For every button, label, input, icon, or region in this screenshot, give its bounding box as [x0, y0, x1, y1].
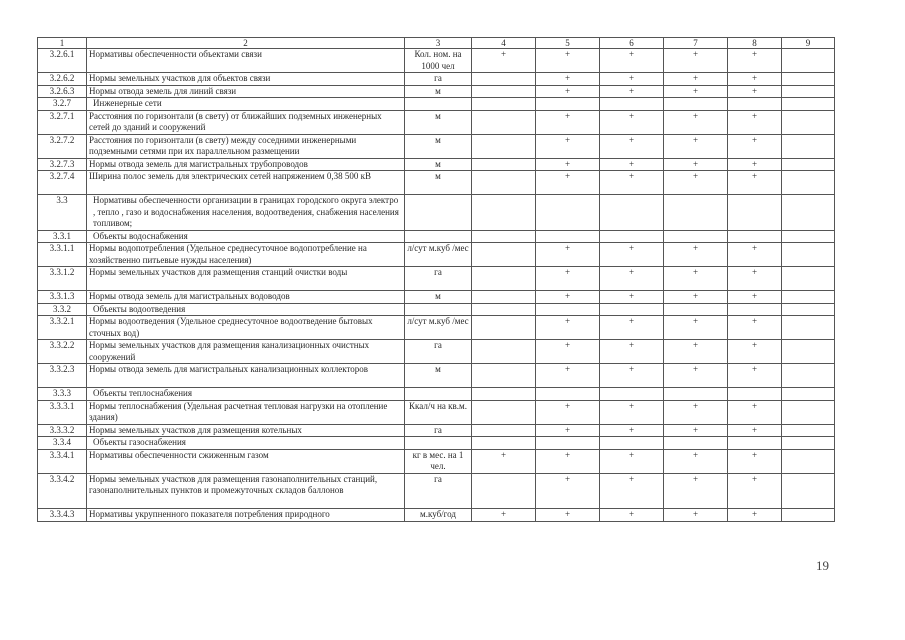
mark-col-4	[472, 340, 536, 364]
mark-col-8: +	[728, 316, 782, 340]
mark-col-6	[600, 388, 664, 401]
table-row	[38, 171, 835, 195]
row-unit: м	[405, 134, 472, 158]
mark-col-8	[728, 303, 782, 316]
row-code: 3.2.6.1	[38, 49, 87, 73]
row-name: Нормативы обеспеченности сжиженным газом	[87, 449, 405, 473]
mark-col-6: +	[600, 364, 664, 388]
row-name: Нормативы обеспеченности объектами связи	[87, 49, 405, 73]
mark-col-8: +	[728, 424, 782, 437]
row-code: 3.3.4.3	[38, 509, 87, 522]
row-code: 3.3.4.1	[38, 449, 87, 473]
table-row	[38, 400, 835, 424]
row-code: 3.2.6.2	[38, 73, 87, 86]
column-header: 9	[782, 38, 835, 49]
mark-col-6: +	[600, 85, 664, 98]
mark-col-8	[728, 195, 782, 231]
mark-col-5: +	[536, 424, 600, 437]
row-unit: Кол. ном. на 1000 чел	[405, 49, 472, 73]
mark-col-4	[472, 73, 536, 86]
row-code: 3.3.2.2	[38, 340, 87, 364]
mark-col-7: +	[664, 110, 728, 134]
mark-col-4	[472, 291, 536, 304]
mark-col-9	[782, 134, 835, 158]
mark-col-8: +	[728, 85, 782, 98]
mark-col-9	[782, 316, 835, 340]
row-unit: м	[405, 85, 472, 98]
mark-col-7: +	[664, 340, 728, 364]
table-row	[38, 110, 835, 134]
mark-col-5: +	[536, 49, 600, 73]
table-row	[38, 424, 835, 437]
mark-col-8: +	[728, 243, 782, 267]
page-number: 19	[816, 558, 829, 573]
row-code: 3.3.3.2	[38, 424, 87, 437]
mark-col-9	[782, 473, 835, 509]
mark-col-9	[782, 364, 835, 388]
mark-col-7: +	[664, 364, 728, 388]
row-code: 3.2.7	[38, 98, 87, 111]
row-name: Нормы теплоснабжения (Удельная расчетная тепловая нагрузки на отопление здания)	[87, 400, 405, 424]
mark-col-5: +	[536, 340, 600, 364]
mark-col-7: +	[664, 49, 728, 73]
mark-col-8	[728, 230, 782, 243]
table-row	[38, 364, 835, 388]
row-code: 3.3.4.2	[38, 473, 87, 509]
row-code: 3.3.1	[38, 230, 87, 243]
table-row	[38, 195, 835, 231]
table-row	[38, 437, 835, 450]
mark-col-8: +	[728, 158, 782, 171]
mark-col-5: +	[536, 449, 600, 473]
table-row	[38, 316, 835, 340]
mark-col-6	[600, 230, 664, 243]
mark-col-7: +	[664, 134, 728, 158]
column-header: 6	[600, 38, 664, 49]
mark-col-9	[782, 424, 835, 437]
mark-col-6: +	[600, 449, 664, 473]
row-name: Нормы земельных участков для размещения станций очистки воды	[87, 267, 405, 291]
mark-col-9	[782, 388, 835, 401]
row-name: Нормативы укрупненного показателя потребления природного	[87, 509, 405, 522]
mark-col-4	[472, 85, 536, 98]
table-body	[38, 49, 835, 522]
mark-col-8: +	[728, 267, 782, 291]
mark-col-6: +	[600, 110, 664, 134]
mark-col-8: +	[728, 49, 782, 73]
mark-col-4	[472, 267, 536, 291]
row-code: 3.2.7.2	[38, 134, 87, 158]
row-unit	[405, 437, 472, 450]
mark-col-8: +	[728, 400, 782, 424]
mark-col-5: +	[536, 400, 600, 424]
mark-col-6	[600, 437, 664, 450]
mark-col-8	[728, 437, 782, 450]
mark-col-6: +	[600, 243, 664, 267]
row-unit: м	[405, 291, 472, 304]
mark-col-7: +	[664, 171, 728, 195]
mark-col-5	[536, 195, 600, 231]
row-name: Объекты газоснабжения	[87, 437, 405, 450]
mark-col-4: +	[472, 509, 536, 522]
mark-col-9	[782, 303, 835, 316]
mark-col-9	[782, 171, 835, 195]
mark-col-5	[536, 303, 600, 316]
mark-col-8: +	[728, 73, 782, 86]
table-header-row	[38, 38, 835, 49]
table-row	[38, 73, 835, 86]
mark-col-6	[600, 303, 664, 316]
table-row	[38, 98, 835, 111]
row-name: Нормы отвода земель для магистральных водоводов	[87, 291, 405, 304]
mark-col-5: +	[536, 243, 600, 267]
mark-col-4	[472, 437, 536, 450]
row-code: 3.3.1.1	[38, 243, 87, 267]
mark-col-5: +	[536, 158, 600, 171]
mark-col-9	[782, 85, 835, 98]
mark-col-5: +	[536, 73, 600, 86]
mark-col-4	[472, 171, 536, 195]
mark-col-9	[782, 98, 835, 111]
row-unit	[405, 230, 472, 243]
table-row	[38, 340, 835, 364]
mark-col-7: +	[664, 424, 728, 437]
mark-col-8: +	[728, 509, 782, 522]
row-code: 3.3	[38, 195, 87, 231]
mark-col-6: +	[600, 316, 664, 340]
row-name: Нормативы обеспеченности организации в границах городского округа электро , тепло , газо и водоснабжения населения, водоотведения, снабжения населения топливом;	[87, 195, 405, 231]
mark-col-7: +	[664, 73, 728, 86]
mark-col-5: +	[536, 171, 600, 195]
mark-col-8: +	[728, 340, 782, 364]
mark-col-5: +	[536, 267, 600, 291]
mark-col-5: +	[536, 316, 600, 340]
column-header: 8	[728, 38, 782, 49]
mark-col-7: +	[664, 158, 728, 171]
mark-col-7	[664, 195, 728, 231]
table-row	[38, 388, 835, 401]
row-unit: га	[405, 267, 472, 291]
mark-col-7	[664, 230, 728, 243]
row-name: Объекты водоснабжения	[87, 230, 405, 243]
mark-col-4	[472, 110, 536, 134]
row-code: 3.2.7.4	[38, 171, 87, 195]
row-name: Объекты теплоснабжения	[87, 388, 405, 401]
mark-col-7: +	[664, 291, 728, 304]
mark-col-9	[782, 230, 835, 243]
row-code: 3.3.2.1	[38, 316, 87, 340]
row-unit: га	[405, 473, 472, 509]
mark-col-6: +	[600, 267, 664, 291]
column-header: 2	[87, 38, 405, 49]
row-unit: м	[405, 364, 472, 388]
row-unit	[405, 195, 472, 231]
mark-col-6: +	[600, 509, 664, 522]
table-row	[38, 267, 835, 291]
row-code: 3.2.6.3	[38, 85, 87, 98]
row-code: 3.3.1.3	[38, 291, 87, 304]
mark-col-5	[536, 388, 600, 401]
norms-table	[37, 37, 835, 522]
table-row	[38, 509, 835, 522]
table-row	[38, 473, 835, 509]
row-name: Нормы земельных участков для размещения котельных	[87, 424, 405, 437]
row-unit	[405, 388, 472, 401]
mark-col-7: +	[664, 400, 728, 424]
mark-col-6: +	[600, 291, 664, 304]
row-code: 3.3.1.2	[38, 267, 87, 291]
mark-col-5: +	[536, 134, 600, 158]
mark-col-4: +	[472, 449, 536, 473]
mark-col-4: +	[472, 49, 536, 73]
column-header: 3	[405, 38, 472, 49]
mark-col-4	[472, 230, 536, 243]
mark-col-8: +	[728, 364, 782, 388]
row-name: Нормы водоотведения (Удельное среднесуточное водоотведение бытовых сточных вод)	[87, 316, 405, 340]
row-code: 3.3.3.1	[38, 400, 87, 424]
mark-col-9	[782, 437, 835, 450]
row-name: Нормы отвода земель для магистральных канализационных коллекторов	[87, 364, 405, 388]
mark-col-5: +	[536, 291, 600, 304]
mark-col-6: +	[600, 158, 664, 171]
mark-col-6: +	[600, 424, 664, 437]
mark-col-6: +	[600, 73, 664, 86]
table-row	[38, 49, 835, 73]
row-name: Расстояния по горизонтали (в свету) между соседними инженерными подземными сетями при их параллельном размещении	[87, 134, 405, 158]
table-row	[38, 449, 835, 473]
mark-col-7	[664, 98, 728, 111]
mark-col-5: +	[536, 509, 600, 522]
column-header: 7	[664, 38, 728, 49]
mark-col-7	[664, 303, 728, 316]
mark-col-4	[472, 243, 536, 267]
row-name: Ширина полос земель для электрических сетей напряжением 0,38 500 кВ	[87, 171, 405, 195]
mark-col-7: +	[664, 509, 728, 522]
table-row	[38, 158, 835, 171]
mark-col-6: +	[600, 400, 664, 424]
mark-col-9	[782, 73, 835, 86]
row-code: 3.3.2.3	[38, 364, 87, 388]
mark-col-4	[472, 400, 536, 424]
mark-col-9	[782, 449, 835, 473]
mark-col-8: +	[728, 449, 782, 473]
mark-col-9	[782, 243, 835, 267]
row-name: Нормы отвода земель для магистральных трубопроводов	[87, 158, 405, 171]
mark-col-4	[472, 195, 536, 231]
mark-col-8: +	[728, 473, 782, 509]
mark-col-6: +	[600, 134, 664, 158]
row-name: Нормы отвода земель для линий связи	[87, 85, 405, 98]
mark-col-7: +	[664, 449, 728, 473]
mark-col-7: +	[664, 316, 728, 340]
mark-col-9	[782, 340, 835, 364]
mark-col-7	[664, 437, 728, 450]
mark-col-9	[782, 400, 835, 424]
mark-col-4	[472, 473, 536, 509]
mark-col-4	[472, 134, 536, 158]
mark-col-7: +	[664, 473, 728, 509]
row-unit: Ккал/ч на кв.м.	[405, 400, 472, 424]
mark-col-4	[472, 316, 536, 340]
mark-col-9	[782, 509, 835, 522]
mark-col-8	[728, 388, 782, 401]
column-header: 4	[472, 38, 536, 49]
row-name: Нормы земельных участков для объектов связи	[87, 73, 405, 86]
mark-col-8: +	[728, 171, 782, 195]
row-unit: м	[405, 158, 472, 171]
column-header: 5	[536, 38, 600, 49]
row-name: Нормы водопотребления (Удельное среднесуточное водопотребление на хозяйственно питьевые нужды населения)	[87, 243, 405, 267]
mark-col-6: +	[600, 473, 664, 509]
mark-col-5: +	[536, 364, 600, 388]
table-row	[38, 85, 835, 98]
row-unit: га	[405, 73, 472, 86]
mark-col-5	[536, 437, 600, 450]
document-page	[37, 37, 834, 522]
row-code: 3.2.7.3	[38, 158, 87, 171]
mark-col-4	[472, 388, 536, 401]
table-row	[38, 303, 835, 316]
mark-col-7	[664, 388, 728, 401]
row-code: 3.3.2	[38, 303, 87, 316]
mark-col-6	[600, 195, 664, 231]
mark-col-9	[782, 267, 835, 291]
mark-col-8: +	[728, 110, 782, 134]
mark-col-5: +	[536, 85, 600, 98]
mark-col-8: +	[728, 134, 782, 158]
row-unit: га	[405, 424, 472, 437]
mark-col-4	[472, 424, 536, 437]
row-unit: кг в мес. на 1 чел.	[405, 449, 472, 473]
mark-col-5: +	[536, 110, 600, 134]
mark-col-5	[536, 230, 600, 243]
row-unit: м.куб/год	[405, 509, 472, 522]
row-unit	[405, 98, 472, 111]
mark-col-9	[782, 158, 835, 171]
mark-col-6: +	[600, 340, 664, 364]
mark-col-9	[782, 49, 835, 73]
mark-col-4	[472, 303, 536, 316]
row-name: Инженерные сети	[87, 98, 405, 111]
row-name: Нормы земельных участков для размещения канализационных очистных сооружений	[87, 340, 405, 364]
row-unit: л/сут м.куб /мес	[405, 316, 472, 340]
row-unit: м	[405, 171, 472, 195]
mark-col-7: +	[664, 243, 728, 267]
mark-col-4	[472, 158, 536, 171]
row-code: 3.3.3	[38, 388, 87, 401]
mark-col-8: +	[728, 291, 782, 304]
mark-col-9	[782, 291, 835, 304]
row-name: Объекты водоотведения	[87, 303, 405, 316]
mark-col-6: +	[600, 171, 664, 195]
row-unit: м	[405, 110, 472, 134]
row-name: Нормы земельных участков для размещения газонаполнительных станций, газонаполнительных пунктов и промежуточных складов баллонов	[87, 473, 405, 509]
mark-col-6: +	[600, 49, 664, 73]
mark-col-7: +	[664, 85, 728, 98]
table-row	[38, 291, 835, 304]
mark-col-7: +	[664, 267, 728, 291]
table-row	[38, 243, 835, 267]
row-name: Расстояния по горизонтали (в свету) от ближайших подземных инженерных сетей до зданий и сооружений	[87, 110, 405, 134]
mark-col-9	[782, 195, 835, 231]
row-code: 3.2.7.1	[38, 110, 87, 134]
mark-col-8	[728, 98, 782, 111]
mark-col-6	[600, 98, 664, 111]
row-code: 3.3.4	[38, 437, 87, 450]
column-header: 1	[38, 38, 87, 49]
mark-col-9	[782, 110, 835, 134]
row-unit	[405, 303, 472, 316]
row-unit: л/сут м.куб /мес	[405, 243, 472, 267]
mark-col-4	[472, 98, 536, 111]
mark-col-4	[472, 364, 536, 388]
row-unit: га	[405, 340, 472, 364]
table-row	[38, 230, 835, 243]
table-row	[38, 134, 835, 158]
mark-col-5	[536, 98, 600, 111]
mark-col-5: +	[536, 473, 600, 509]
